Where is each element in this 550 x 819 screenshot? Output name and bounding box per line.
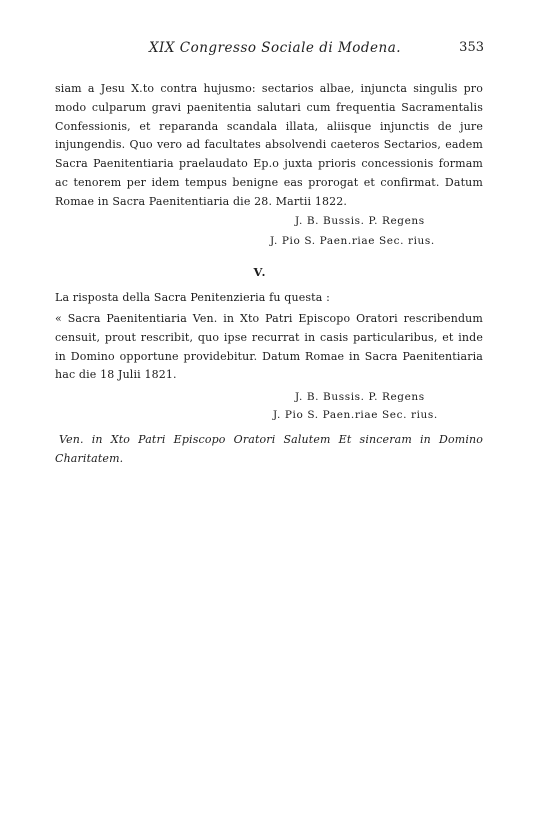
page-number: 353 bbox=[459, 40, 484, 55]
signature-2-secretary: J. Pio S. Paen.riae Sec. rius. bbox=[273, 409, 438, 421]
signature-1-regens: J. B. Bussis. P. Regens bbox=[295, 215, 425, 227]
signature-2-regens: J. B. Bussis. P. Regens bbox=[295, 391, 425, 403]
paragraph-1: siam a Jesu X.to contra hujusmo: sectarios albae, injuncta singulis pro modo culparum gravi paenitentia salutari cum frequentia Sacramentalis Confessionis, et reparanda scandala illata, aliisque injunctis de jure injungendis. Quo vero ad facultates absolvendi caeteros Sectarios, eadem Sacra Paenitentiaria praelaudato Ep.o juxta prioris concessionis formam ac tenorem per idem tempus benigne eas prorogat et confirmat. Datum Romae in Sacra Paenitentiaria die 28. Martii 1822. bbox=[55, 82, 483, 208]
paragraph-2: La risposta della Sacra Penitenzieria fu questa : bbox=[55, 291, 330, 304]
running-title: XIX Congresso Sociale di Modena. bbox=[148, 40, 402, 56]
paragraph-3: « Sacra Paenitentiaria Ven. in Xto Patri Episcopo Oratori rescribendum censuit, prout rescribit, quo ipse recurrat in casis particularibus, et inde in Domino opportune providebitur. Datum Romae in Sacra Paenitentiaria hac die 18 Julii 1821. bbox=[55, 312, 483, 382]
section-number: V. bbox=[253, 265, 267, 279]
running-head bbox=[0, 40, 550, 60]
signature-1-secretary: J. Pio S. Paen.riae Sec. rius. bbox=[270, 235, 435, 247]
paragraph-4: Ven. in Xto Patri Episcopo Oratori Salutem Et sinceram in Domino Charitatem. bbox=[55, 433, 483, 465]
